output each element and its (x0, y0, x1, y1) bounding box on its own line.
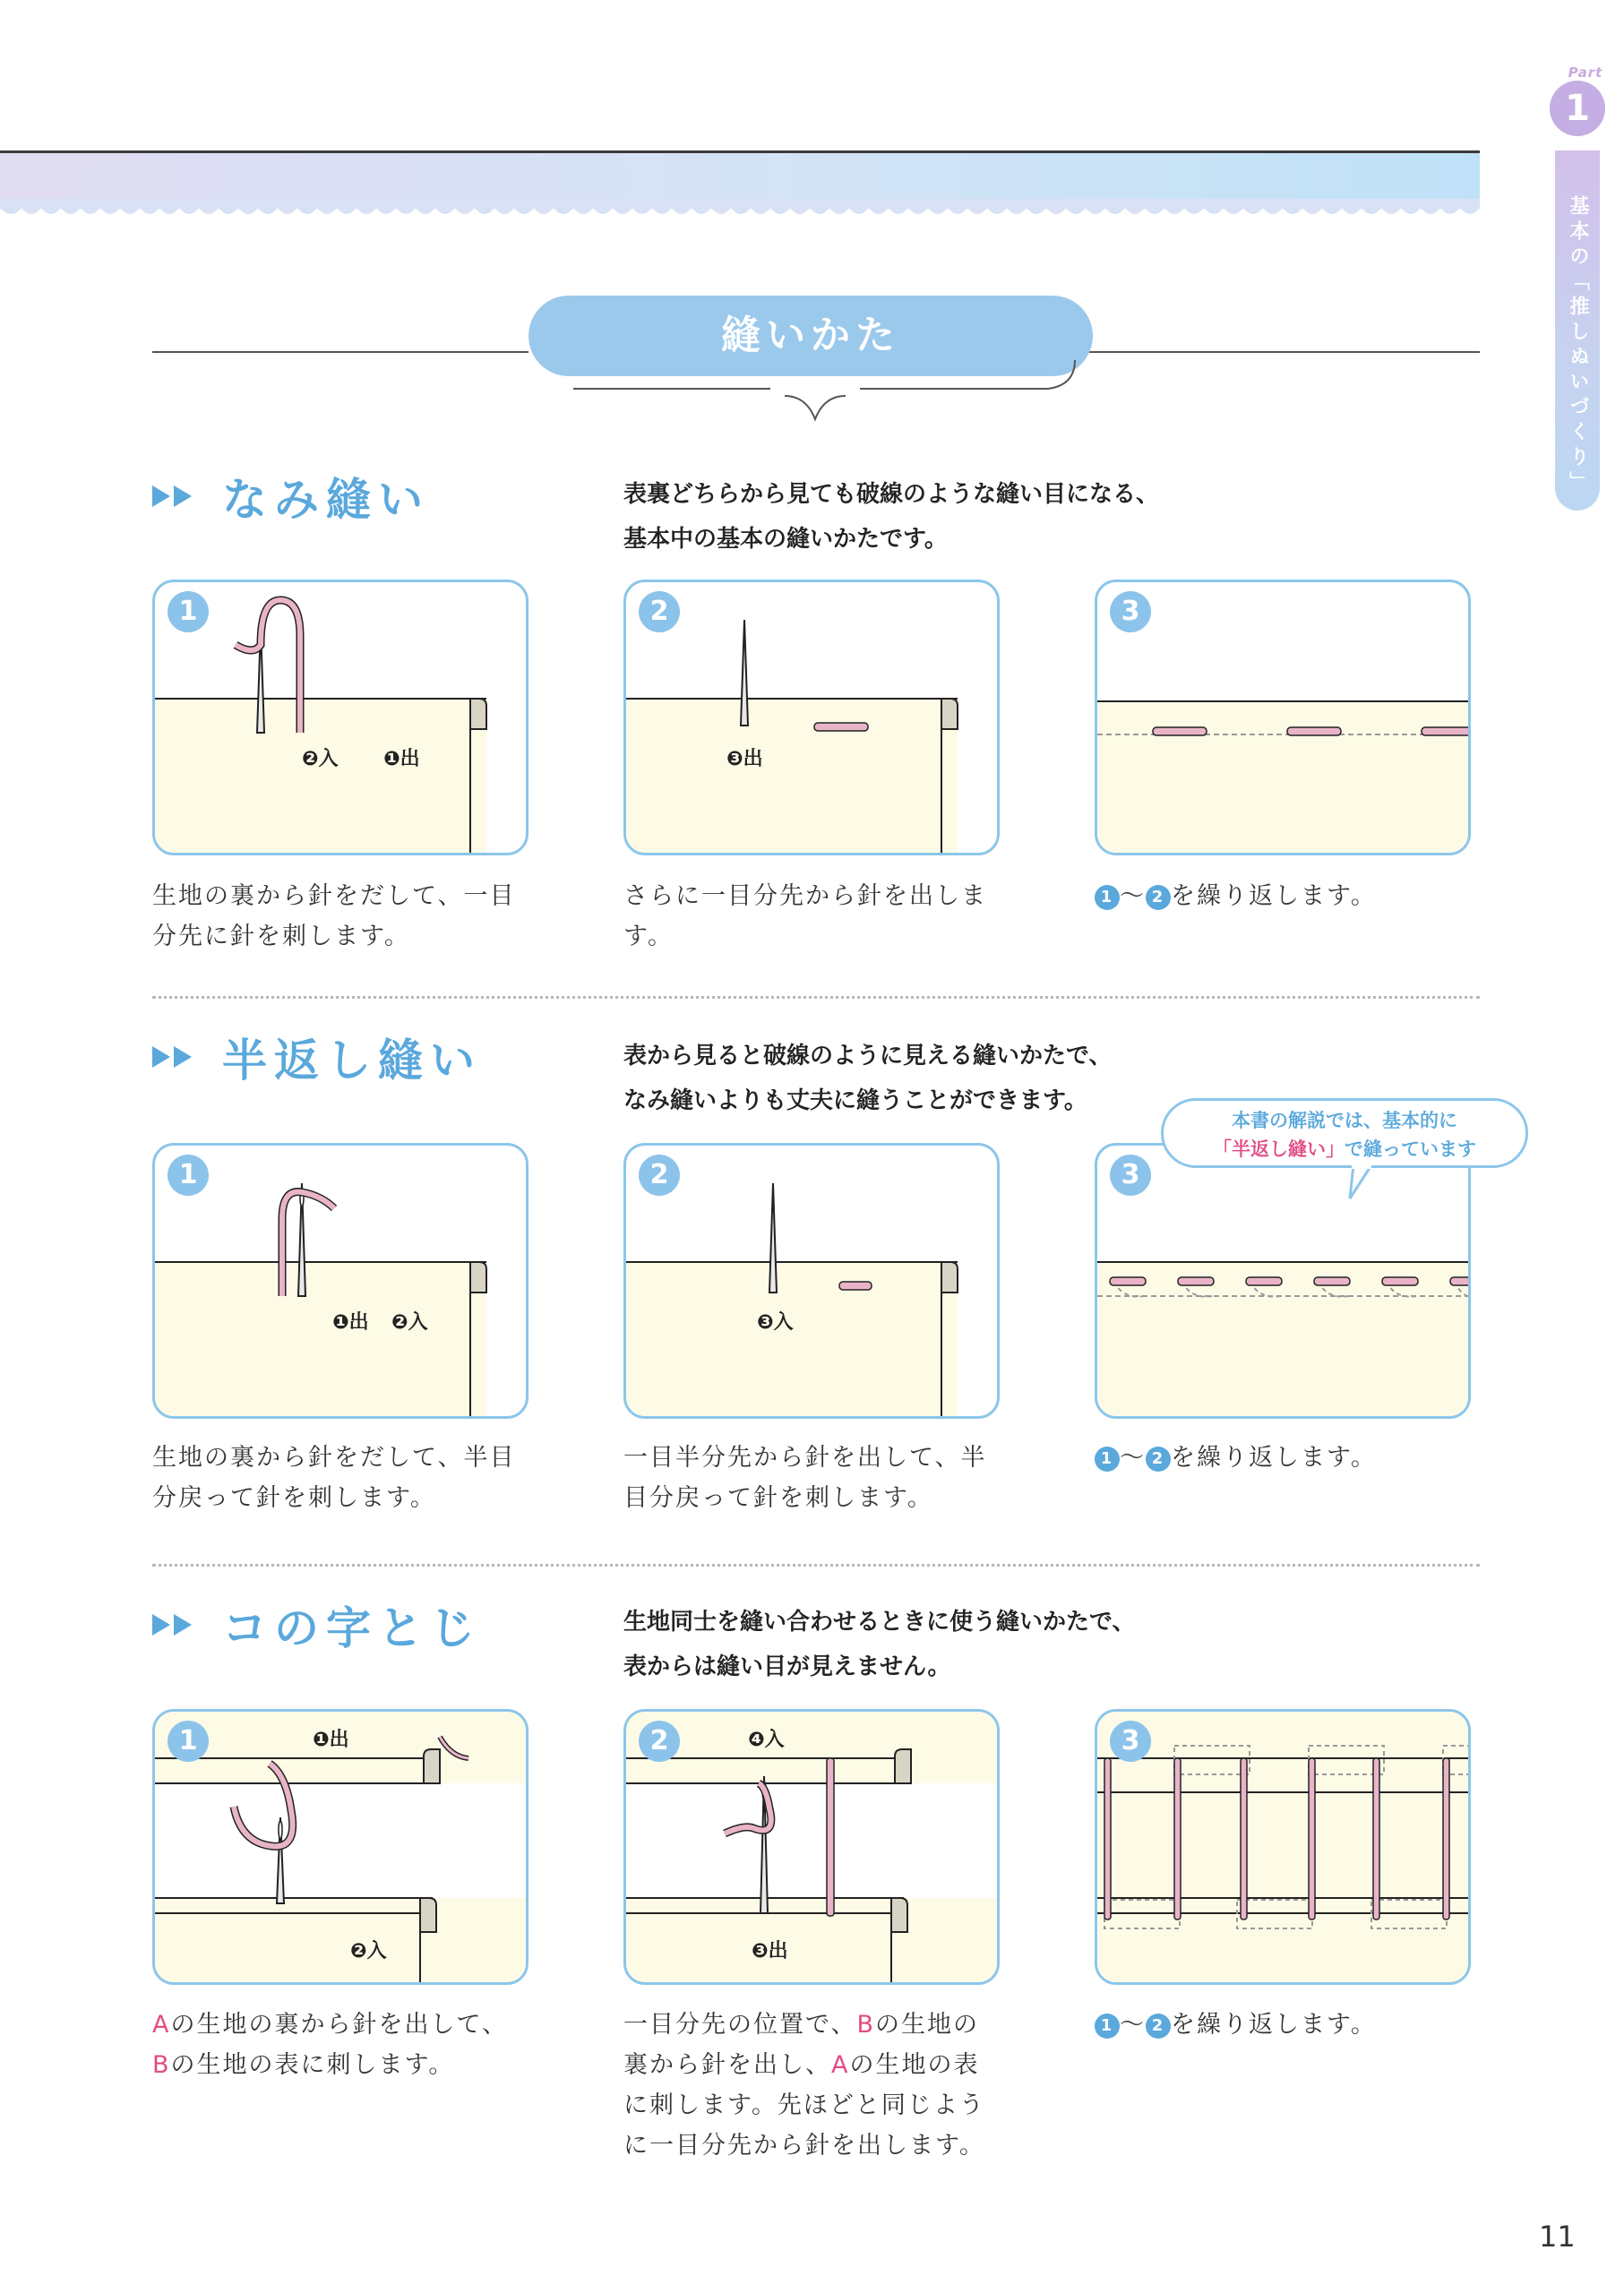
title-ornament (520, 349, 1111, 430)
note-bubble: 本書の解説では、基本的に 「半返し縫い」で縫っています (1161, 1098, 1528, 1168)
step-illustration (623, 1709, 1000, 1985)
section-title: なみ縫い (222, 474, 430, 526)
section-description: 表から見ると破線のように見える縫いかたで、 なみ縫いよりも丈夫に縫うことができます。 (623, 1043, 1113, 1114)
page-number: 11 (1539, 2220, 1576, 2254)
step-ref-badge: 1 (1095, 1447, 1120, 1472)
title-rule-left (152, 351, 528, 353)
point-label: ❹入 (748, 1729, 785, 1751)
step-caption: 一目半分先から針を出して、半 目分戻って針を刺します。 (623, 1444, 987, 1512)
point-label: ❸出 (726, 748, 763, 770)
point-label: ❷入 (302, 748, 339, 770)
step-illustration (152, 1709, 528, 1985)
double-arrow-icon (152, 484, 197, 509)
step-caption: 一目分先の位置で、Bの生地の 裏から針を出し、Aの生地の表 に刺します。先ほどと同じよう に一目分先から針を出します。 (623, 2011, 985, 2160)
step-illustration (1095, 1709, 1471, 1985)
section-title: コの字とじ (222, 1602, 482, 1654)
section-description: 生地同士を縫い合わせるときに使う縫いかたで、 表からは縫い目が見えません。 (623, 1609, 1136, 1680)
step-ref-badge: 1 (1095, 885, 1120, 910)
step-caption: 1 ～ 2 を繰り返します。 (1095, 876, 1480, 916)
step-number: 2 (639, 1155, 680, 1196)
double-arrow-icon (152, 1612, 197, 1637)
step-number: 2 (639, 1721, 680, 1762)
step-caption: 生地の裏から針をだして、一目 分先に針を刺します。 (152, 882, 516, 950)
step-caption: 生地の裏から針をだして、半目 分戻って針を刺します。 (152, 1444, 516, 1512)
step-illustration (1095, 1143, 1471, 1419)
point-label: ❶出 (332, 1311, 369, 1334)
part-label: Part (1568, 64, 1603, 81)
double-arrow-icon (152, 1044, 197, 1069)
part-number-badge: 1 (1550, 81, 1605, 136)
step-number: 3 (1110, 1721, 1151, 1762)
section-title: 半返し縫い (222, 1035, 482, 1086)
step-illustration (623, 1143, 1000, 1419)
point-label: ❸入 (757, 1311, 794, 1334)
chapter-tab-title: 基本の「推しぬいづくり」 (1567, 195, 1589, 496)
point-label: ❸出 (752, 1940, 788, 1962)
step-number: 3 (1110, 591, 1151, 632)
step-illustration (152, 1143, 528, 1419)
point-label: ❷入 (391, 1311, 428, 1334)
page-title: 縫いかた (528, 296, 1093, 376)
step-number: 2 (639, 591, 680, 632)
section-description: 表裏どちらから見ても破線のような縫い目になる、 基本中の基本の縫いかたです。 (623, 481, 1160, 553)
step-ref-badge: 1 (1095, 2014, 1120, 2039)
point-label: ❶出 (383, 748, 420, 770)
section-divider (152, 1564, 1480, 1567)
step-caption: さらに一目分先から針を出しま す。 (623, 882, 987, 950)
step-number: 3 (1110, 1155, 1151, 1196)
section-divider (152, 996, 1480, 999)
step-ref-badge: 2 (1146, 885, 1171, 910)
step-caption: 1 ～ 2 を繰り返します。 (1095, 1438, 1480, 1478)
point-label: ❶出 (313, 1729, 349, 1751)
step-number: 1 (168, 591, 209, 632)
scallop-edge (0, 199, 1480, 222)
point-label: ❷入 (350, 1940, 387, 1962)
bubble-tail (1348, 1163, 1384, 1204)
step-ref-badge: 2 (1146, 1447, 1171, 1472)
step-caption: Aの生地の裏から針を出して、 Bの生地の表に刺します。 (152, 2011, 508, 2079)
step-ref-badge: 2 (1146, 2014, 1171, 2039)
step-illustration (1095, 580, 1471, 855)
step-caption: 1 ～ 2 を繰り返します。 (1095, 2005, 1480, 2045)
step-illustration (623, 580, 1000, 855)
step-number: 1 (168, 1155, 209, 1196)
step-number: 1 (168, 1721, 209, 1762)
title-rule-right (1084, 351, 1480, 353)
step-illustration (152, 580, 528, 855)
